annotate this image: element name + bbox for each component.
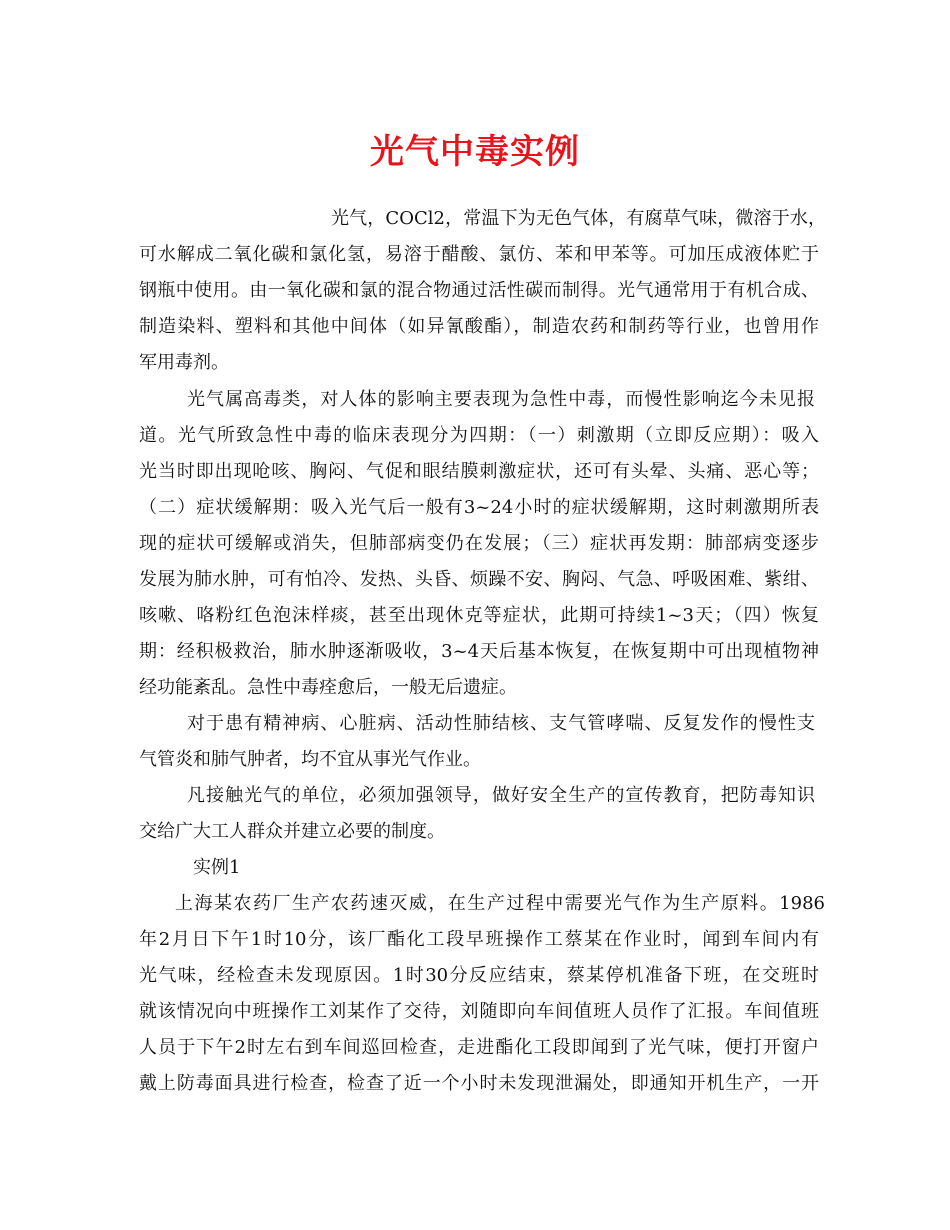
document-title: 光气中毒实例 <box>370 132 580 172</box>
text-line: 发展为肺水肿，可有怕冷、发热、头昏、烦躁不安、胸闷、气急、呼吸困难、紫绀、 <box>139 569 819 590</box>
text-line: 道。光气所致急性中毒的临床表现分为四期：（一）刺激期（立即反应期）：吸入 <box>139 425 819 446</box>
text-line: 人员于下午2时左右到车间巡回检查，走进酯化工段即闻到了光气味，便打开窗户 <box>139 1037 819 1058</box>
text-line: 现的症状可缓解或消失，但肺部病变仍在发展；（三）症状再发期：肺部病变逐步 <box>139 533 819 554</box>
text-line: 可水解成二氧化碳和氯化氢，易溶于醋酸、氯仿、苯和甲苯等。可加压成液体贮于 <box>139 244 819 265</box>
section-heading: 实例1 <box>193 857 241 878</box>
text-line: 上海某农药厂生产农药速灭威，在生产过程中需要光气作为生产原料。1986 <box>175 893 825 914</box>
text-line: 经功能紊乱。急性中毒痊愈后，一般无后遗症。 <box>139 677 517 698</box>
text-line: 光气味，经检查未发现原因。1时30分反应结束，蔡某停机准备下班，在交班时 <box>139 965 819 986</box>
text-line: 制造染料、塑料和其他中间体（如异氰酸酯），制造农药和制药等行业，也曾用作 <box>139 316 819 337</box>
text-line: 气管炎和肺气肿者，均不宜从事光气作业。 <box>139 749 481 770</box>
text-line: 钢瓶中使用。由一氧化碳和氯的混合物通过活性碳而制得。光气通常用于有机合成、 <box>139 280 819 301</box>
text-line: （二）症状缓解期：吸入光气后一般有3~24小时的症状缓解期，这时刺激期所表 <box>139 497 819 518</box>
text-line: 光气属高毒类，对人体的影响主要表现为急性中毒，而慢性影响迄今未见报 <box>187 389 815 410</box>
text-line: 就该情况向中班操作工刘某作了交待，刘随即向车间值班人员作了汇报。车间值班 <box>139 1001 819 1022</box>
text-line: 光气，COCl2，常温下为无色气体，有腐草气味，微溶于水， <box>331 208 826 229</box>
text-line: 期：经积极救治，肺水肿逐渐吸收，3~4天后基本恢复，在恢复期中可出现植物神 <box>139 641 819 662</box>
text-line: 年2月日下午1时10分，该厂酯化工段早班操作工蔡某在作业时，闻到车间内有 <box>139 929 819 950</box>
text-line: 光当时即出现呛咳、胸闷、气促和眼结膜刺激症状，还可有头晕、头痛、恶心等； <box>139 461 819 482</box>
text-line: 戴上防毒面具进行检查，检查了近一个小时未发现泄漏处，即通知开机生产，一开 <box>139 1073 819 1094</box>
text-line: 对于患有精神病、心脏病、活动性肺结核、支气管哮喘、反复发作的慢性支 <box>187 713 815 734</box>
text-line: 咳嗽、咯粉红色泡沫样痰，甚至出现休克等症状，此期可持续1~3天；（四）恢复 <box>139 605 819 626</box>
text-line: 军用毒剂。 <box>139 352 229 373</box>
text-line: 交给广大工人群众并建立必要的制度。 <box>139 821 445 842</box>
text-line: 凡接触光气的单位，必须加强领导，做好安全生产的宣传教育，把防毒知识 <box>187 785 815 806</box>
